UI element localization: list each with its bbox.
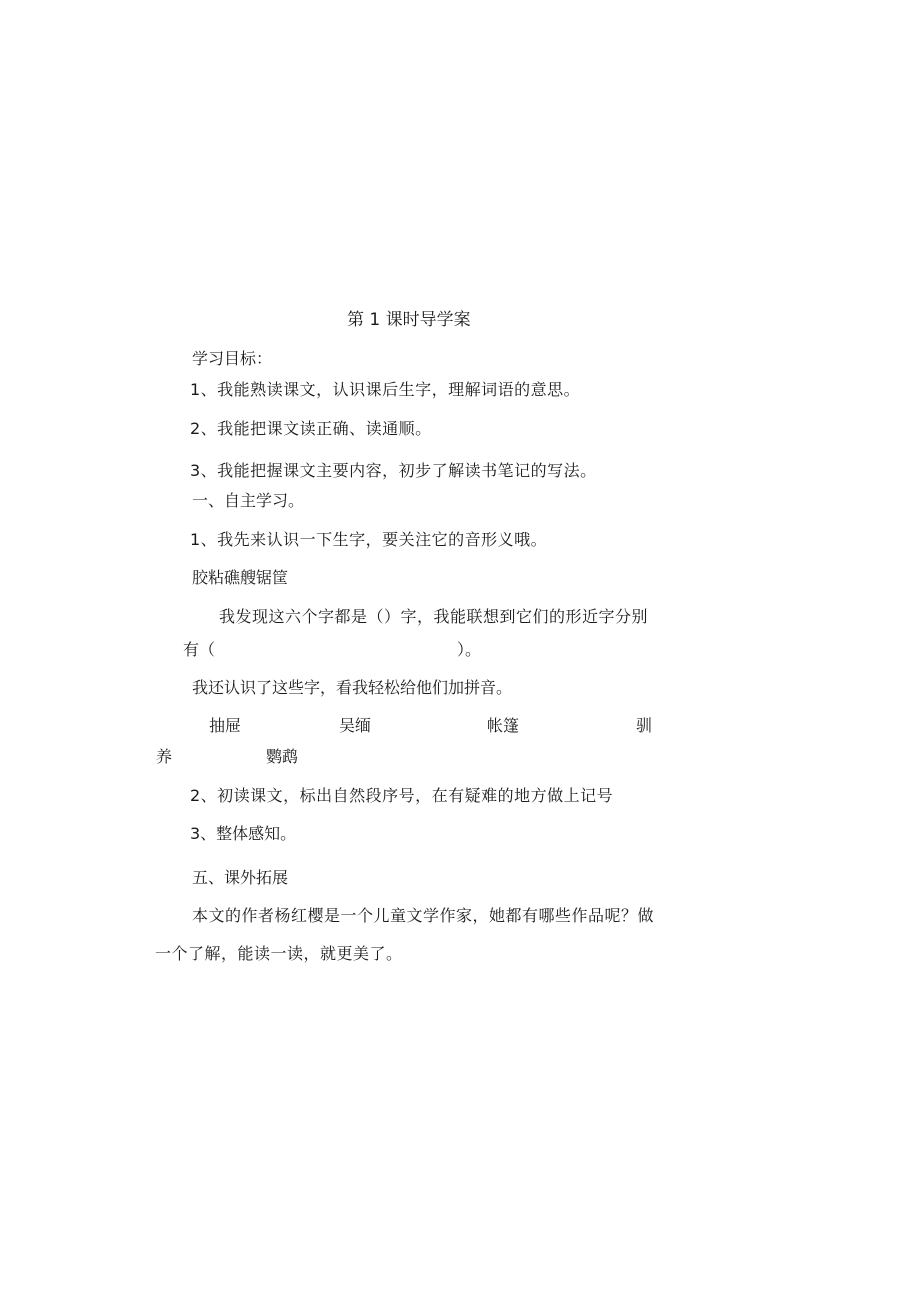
section1-task3: 3、整体感知。 [190, 824, 297, 843]
section1-task1: 1、我先来认识一下生字，要关注它的音形义哦。 [190, 530, 548, 549]
word-zhangpeng: 帐篷 [487, 716, 520, 735]
objective-item-3: 3、我能把握课文主要内容，初步了解读书笔记的写法。 [190, 461, 597, 480]
word-wumian: 吴缅 [339, 716, 372, 735]
word-yang: 养 [156, 747, 173, 766]
objectives-heading: 学习目标： [192, 349, 273, 368]
section1-heading: 一、自主学习。 [192, 491, 305, 510]
discover-line-1: 我发现这六个字都是（）字，我能联想到它们的形近字分别 [219, 607, 649, 626]
page-title: 第 1 课时导学案 [347, 310, 471, 330]
word-yingwu: 鹦鹉 [266, 747, 299, 766]
word-chouti: 抽屉 [209, 716, 242, 735]
objective-item-1: 1、我能熟读课文，认识课后生字，理解词语的意思。 [190, 380, 581, 399]
objective-item-2: 2、我能把课文读正确、读通顺。 [190, 419, 432, 438]
pinyin-intro: 我还认识了这些字，看我轻松给他们加拼音。 [192, 678, 513, 697]
section5-para-line-2: 一个了解，能读一读，就更美了。 [155, 944, 403, 963]
section5-heading: 五、课外拓展 [192, 868, 289, 887]
section5-para-line-1: 本文的作者杨红樱是一个儿童文学作家，她都有哪些作品呢？做 [192, 906, 655, 925]
discover-line-2-end: ）。 [457, 640, 482, 659]
new-characters: 胶粘礁艘锯筐 [192, 568, 289, 587]
section1-task2: 2、初读课文，标出自然段序号，在有疑难的地方做上记号 [190, 786, 614, 805]
word-xun: 驯 [636, 716, 653, 735]
discover-line-2-start: 有（ [183, 640, 216, 659]
